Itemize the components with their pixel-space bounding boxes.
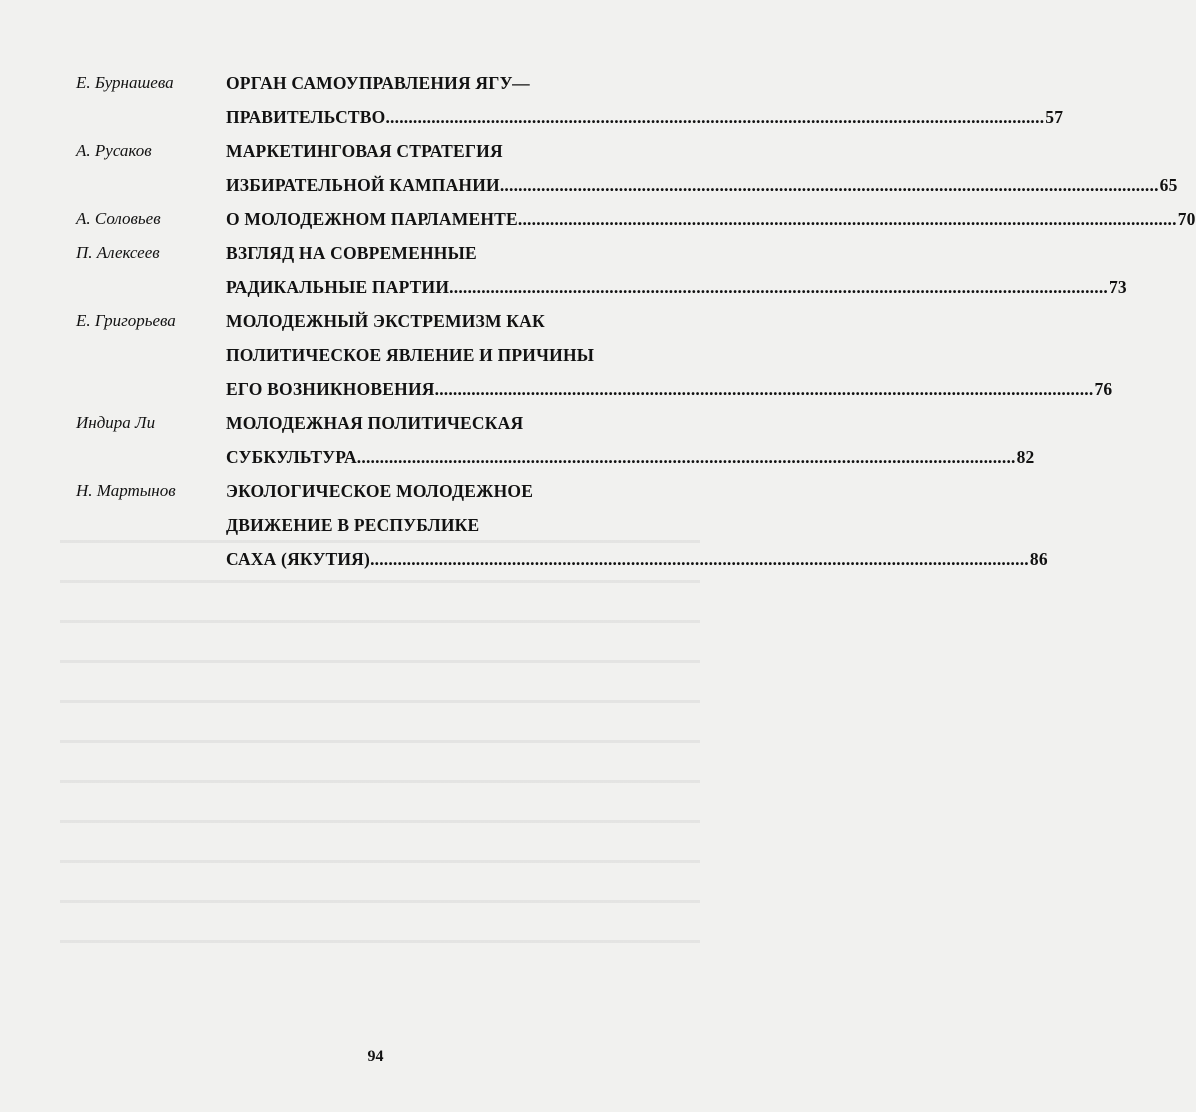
dot-leader bbox=[500, 168, 1159, 202]
entry-page-number: 76 bbox=[1094, 379, 1113, 399]
entry-author: Е. Бурнашева bbox=[76, 73, 174, 92]
entry-title-last-line bbox=[226, 168, 1178, 202]
toc-entry bbox=[76, 66, 1064, 134]
entry-author: А. Соловьев bbox=[76, 209, 161, 228]
entry-title bbox=[226, 66, 1063, 134]
entry-title-text: РАДИКАЛЬНЫЕ ПАРТИИ bbox=[226, 277, 450, 297]
entry-title-last-line bbox=[226, 372, 1112, 406]
toc-entry bbox=[76, 236, 1127, 304]
entry-author: А. Русаков bbox=[76, 141, 152, 160]
entry-title-text: ПРАВИТЕЛЬСТВО bbox=[226, 107, 386, 127]
entry-title bbox=[226, 304, 1112, 406]
dot-leader bbox=[435, 372, 1094, 406]
entry-title-text: О МОЛОДЕЖНОМ ПАРЛАМЕНТЕ bbox=[226, 209, 518, 229]
entry-title-line: МОЛОДЕЖНЫЙ ЭКСТРЕМИЗМ КАК bbox=[226, 311, 545, 331]
entry-author: Е. Григорьева bbox=[76, 311, 176, 330]
entry-title bbox=[226, 236, 1127, 304]
entry-title-line: ЭКОЛОГИЧЕСКОЕ МОЛОДЕЖНОЕ bbox=[226, 481, 534, 501]
table-of-contents bbox=[76, 66, 1196, 576]
entry-title-line: ДВИЖЕНИЕ В РЕСПУБЛИКЕ bbox=[226, 515, 480, 535]
toc-entry bbox=[76, 304, 1113, 406]
dot-leader bbox=[518, 202, 1177, 236]
entry-author: Н. Мартынов bbox=[76, 481, 176, 500]
toc-entry bbox=[76, 202, 1196, 236]
entry-title-text: ЕГО ВОЗНИКНОВЕНИЯ bbox=[226, 379, 435, 399]
page-number: 94 bbox=[367, 1048, 384, 1065]
entry-title-line: МОЛОДЕЖНАЯ ПОЛИТИЧЕСКАЯ bbox=[226, 413, 524, 433]
dot-leader bbox=[357, 440, 1016, 474]
entry-author: П. Алексеев bbox=[76, 243, 160, 262]
entry-page-number: 82 bbox=[1016, 447, 1035, 467]
entry-title-last-line bbox=[226, 270, 1127, 304]
bleed-through-background bbox=[60, 540, 700, 960]
entry-title bbox=[226, 202, 1196, 236]
entry-title bbox=[226, 474, 1048, 576]
entry-title-last-line bbox=[226, 202, 1196, 236]
entry-author: Индира Ли bbox=[76, 413, 156, 432]
entry-title-line: ПОЛИТИЧЕСКОЕ ЯВЛЕНИЕ И ПРИЧИНЫ bbox=[226, 345, 595, 365]
entry-page-number: 57 bbox=[1045, 107, 1064, 127]
toc-entry bbox=[76, 406, 1035, 474]
toc-entry bbox=[76, 474, 1048, 576]
entry-title bbox=[226, 406, 1035, 474]
dot-leader bbox=[449, 270, 1108, 304]
entry-title bbox=[226, 134, 1178, 202]
entry-title-last-line bbox=[226, 542, 1048, 576]
entry-page-number: 73 bbox=[1108, 277, 1127, 297]
toc-entry bbox=[76, 134, 1178, 202]
entry-title-line: ОРГАН САМОУПРАВЛЕНИЯ ЯГУ— bbox=[226, 73, 530, 93]
entry-title-last-line bbox=[226, 100, 1063, 134]
entry-title-line: ВЗГЛЯД НА СОВРЕМЕННЫЕ bbox=[226, 243, 477, 263]
entry-title-text: СУБКУЛЬТУРА bbox=[226, 447, 357, 467]
entry-title-text: САХА (ЯКУТИЯ) bbox=[226, 549, 371, 569]
entry-title-text: ИЗБИРАТЕЛЬНОЙ КАМПАНИИ bbox=[226, 175, 500, 195]
dot-leader bbox=[370, 542, 1029, 576]
entry-title-line: МАРКЕТИНГОВАЯ СТРАТЕГИЯ bbox=[226, 141, 503, 161]
dot-leader bbox=[385, 100, 1044, 134]
entry-page-number: 65 bbox=[1159, 175, 1178, 195]
entry-title-last-line bbox=[226, 440, 1035, 474]
entry-page-number: 86 bbox=[1029, 549, 1048, 569]
entry-page-number: 70 bbox=[1177, 209, 1196, 229]
